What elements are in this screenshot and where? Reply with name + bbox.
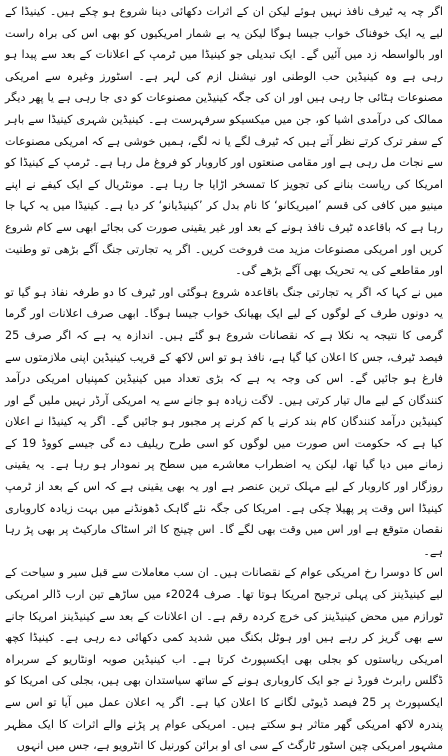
- article-paragraph-2: میں نے کہا کہ اگر یہ تجارتی جنگ باقاعدہ شروع ہوگئی اور ٹیرف کا دو طرفہ نفاذ ہو گیا تو یہ دونوں طرف کے لوگوں کے لیے ایک بھیانک خواب جیسا ہوگا۔ ابھی صرف اعلانات اور گرما گرمی کا نتیجہ یہ نکلا ہے کہ نقصانات شروع ہو گئے ہیں۔ اندازہ یہ ہے کہ اگر صرف 25 فیصد ٹیرف، جس کا اعلان کیا گیا ہے، نافذ ہو تو اس لاکھ کے قریب کینیڈین اپنی ملازمتوں سے فارغ ہو جائیں گے۔ اس کی وجہ یہ ہے کہ بڑی تعداد میں کینیڈین کمپنیاں امریکی درآمد کنندگان کے لیے مال تیار کرتی ہیں۔ لاگت زیادہ ہو جانے سے یہ امریکی آرڈر نہیں ملیں گے اور کینیڈین درآمد کنندگان کام بند کرنے یا کم کرنے پر مجبور ہو جائیں گے۔ اگر یہ کینیڈا نے اعلان کیا ہے کہ حکومت اس صورت میں لوگوں کو اسی طرح ریلیف دے گی جیسے کووڈ 19 کے زمانے میں دیا گیا تھا، لیکن یہ اضطراب معاشرے میں سطح پر نمودار ہو رہا ہے۔ یہ یقینی روزگار اور کاروبار کے لیے مہلک ترین عنصر ہے اور یہ بھی یقینی ہے کہ اس کے بعد از ٹرمپ کینیڈا اس وقت پر پھیلا چکی ہے۔ امریکا کی جگہ نئے گاہک ڈھونڈنے میں بہت زیادہ کاروباری نقصان متوقع ہے اور اس میں وقت بھی لگے گا۔ اس چینج کا اثر اسٹاک مارکیٹ پر بھی پڑ رہا ہے۔: [5, 285, 444, 558]
- article-paragraph-1: اگر چہ یہ ٹیرف نافذ نہیں ہوئے لیکن ان کے اثرات دکھائی دینا شروع ہو چکے ہیں۔ کینیڈا کے لیے یہ ایک خوفناک خواب جیسا ہوگا لیکن یہ بے شمار امریکیوں کو بھی اس کی براہ راست اور بالواسطہ زد میں آئیں گے۔ ایک تبدیلی جو کینیڈا میں ٹرمپ کے اعلانات کے بعد سے پیدا ہو رہی ہے وہ کینیڈین حب الوطنی اور نیشنل ازم کی لہر ہے۔ اسٹورز وغیرہ سے امریکی مصنوعات ہٹائی جا رہی ہیں اور ان کی جگہ کینیڈین مصنوعات کو دی جا رہی ہے یا پھر دیگر ممالک کی درآمدی اشیا کو، جن میں میکسیکو سرفہرست ہے۔ کینیڈین شہری کینیڈا سے باہر کے سفر ترک کرتے نظر آتے ہیں کہ ٹیرف لگے یا نہ لگے، ہمیں خوشی ہے کہ امریکی مصنوعات سے نجات مل رہی ہے اور مقامی صنعتوں اور کاروبار کو فروغ مل رہا ہے۔ ٹرمپ کے کینیڈا کو امریکا کی ریاست بنانے کی تجویز کا تمسخر اڑایا جا رہا ہے۔ مونٹریال کے ایک کیفے نے اپنے مینیو میں کافی کی قسم ’امیریکانو‘ کا نام بدل کر ’کینیڈیانو‘ کر دیا ہے۔ کینیڈا میں یہ کہا جا رہا ہے کہ باقاعدہ ٹیرف نافذ ہونے کے بعد اور غیر یقینی صورت کی بجائے ابھی سے کام شروع کریں اور امریکی مصنوعات مزید مت فروخت کریں۔ اگر یہ تجارتی جنگ آگے بڑھی تو وطنیت اور مقاطعے کی یہ تحریک بھی آگے بڑھے گی۔: [5, 5, 443, 278]
- article-paragraph-3: اس کا دوسرا رخ امریکی عوام کے نقصانات ہیں۔ ان سب معاملات سے قبل سیر و سیاحت کے لیے کینیڈینز کی پہلی ترجیح امریکا ہوتا تھا۔ صرف 2024ء میں ساڑھے تین ارب ڈالر امریکی ٹورازم میں محض کینیڈینز کی خرچ کردہ رقم ہے۔ ان اعلانات کے بعد سے کینیڈینز امریکا جانے سے بھی گریز کر رہے ہیں اور ہوٹل بکنگ میں شدید کمی دکھائی دے رہی ہے۔ کینیڈا کچھ امریکی ریاستوں کو بجلی بھی ایکسپورٹ کرتا ہے۔ اب کینیڈین صوبہ اونٹاریو کے سربراہ ڈگلس رابرٹ فورڈ نے جو ایک کاروباری ہونے کے ساتھ سیاستدان بھی ہیں، بجلی کی امریکا کو ایکسپورٹ پر 25 فیصد ڈیوٹی لگانے کا اعلان کیا ہے۔ اگر یہ اعلان عمل میں آیا تو اس سے پندرہ لاکھ امریکی گھر متاثر ہو سکتے ہیں۔ امریکی عوام پر پڑنے والے اثرات کا ایک مظہر مشہور امریکی چین اسٹور ٹارگٹ کے سی ای او برائن کورنیل کا انٹرویو ہے، جس میں انہوں: [5, 566, 444, 753]
